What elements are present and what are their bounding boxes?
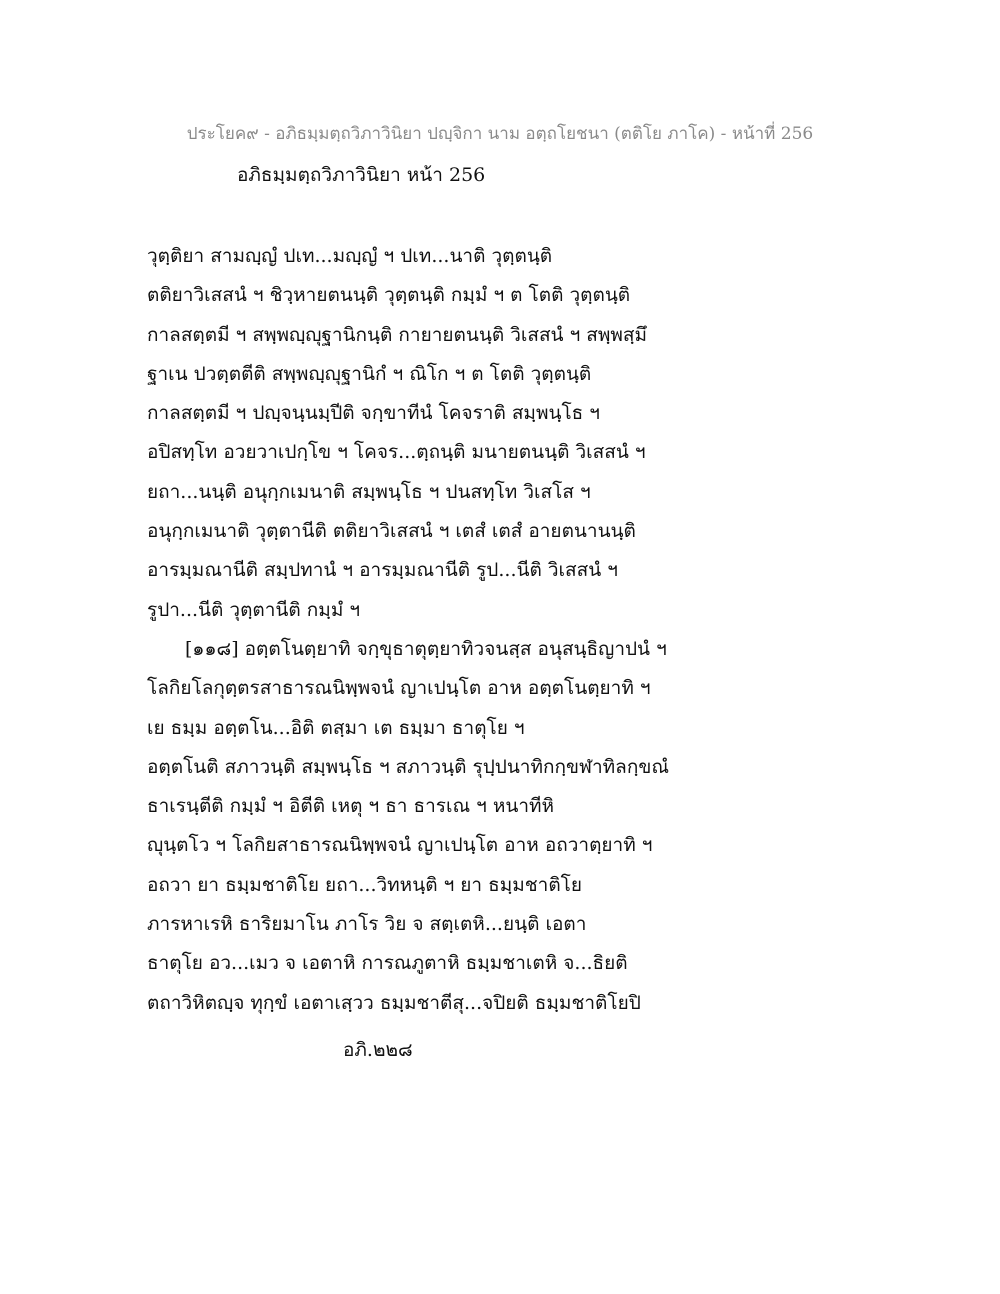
text-line: ภารหาเรหิ ธาริยมาโน ภาโร วิย จ สตฺเตหิ...ยนฺติ เอตา bbox=[147, 913, 587, 936]
text-line: กาลสตฺตมี ฯ ปญฺจนฺนมฺปีติ จกฺขาทีนํ โคจราติ สมฺพนฺโธ ฯ bbox=[147, 402, 600, 425]
running-header: ประโยค๙ - อภิธมฺมตฺถวิภาวินิยา ปญฺจิกา นาม อตฺถโยชนา (ตติโย ภาโค) - หน้าที่ 256 bbox=[186, 124, 814, 144]
body-text bbox=[147, 237, 867, 1023]
text-line: ฐาเน ปวตฺตตีติ สพฺพญฺญุฐานิกํ ฯ ณิโก ฯ ต โตติ วุตฺตนฺติ bbox=[147, 362, 592, 385]
text-line: อถวา ยา ธมฺมชาติโย ยถา...วิทหนฺติ ฯ ยา ธมฺมชาติโย bbox=[147, 873, 583, 896]
text-line: โลกิยโลกุตฺตรสาธารณนิพฺพจนํ ญาเปนฺโต อาห อตฺตโนตฺยาทิ ฯ bbox=[147, 677, 651, 700]
text-line: ธาเรนฺตีติ กมฺมํ ฯ อิตีติ เหตุ ฯ ธา ธารเณ ฯ หนาทีหิ bbox=[147, 795, 555, 818]
page-heading: อภิธมฺมตฺถวิภาวินิยา หน้า 256 bbox=[237, 164, 486, 186]
text-line: ยถา...นนฺติ อนุกฺกเมนาติ สมฺพนฺโธ ฯ ปนสทฺโท วิเสโส ฯ bbox=[147, 480, 591, 503]
text-line: กาลสตฺตมี ฯ สพฺพญฺญุฐานิกนฺติ กายายตนนฺติ วิเสสนํ ฯ สพฺพสฺมึ bbox=[147, 323, 648, 346]
text-line: อารมฺมณานีติ สมฺปทานํ ฯ อารมฺมณานีติ รูป...นีติ วิเสสนํ ฯ bbox=[147, 559, 618, 582]
text-line: เย ธมฺม อตฺตโน...อิติ ตสฺมา เต ธมฺมา ธาตุโย ฯ bbox=[147, 716, 525, 739]
text-line: ตถาวิหิตญฺจ ทุกฺขํ เอตาเสฺวว ธมฺมชาตีสุ...จปิยติ ธมฺมชาติโยปิ bbox=[147, 991, 641, 1014]
text-line: ญุนฺตโว ฯ โลกิยสาธารณนิพฺพจนํ ญาเปนฺโต อาห อถวาตฺยาทิ ฯ bbox=[147, 834, 653, 857]
text-line: อนุกฺกเมนาติ วุตฺตานีติ ตติยาวิเสสนํ ฯ เตสํ เตสํ อายตนานนฺติ bbox=[147, 520, 636, 543]
text-line: ตติยาวิเสสนํ ฯ ชิวฺหายตนนฺติ วุตฺตนฺติ กมฺมํ ฯ ต โตติ วุตฺตนฺติ bbox=[147, 284, 631, 307]
text-line: รูปา...นีติ วุตฺตานีติ กมฺมํ ฯ bbox=[147, 598, 361, 621]
text-line: อปิสทฺโท อวยวาเปกฺโข ฯ โคจร...ตฺถนฺติ มนายตนนฺติ วิเสสนํ ฯ bbox=[147, 441, 646, 464]
page-footer: อภิ.๒๒๘ bbox=[343, 1039, 413, 1061]
text-line: วุตฺติยา สามญฺญํ ปเท...มญฺญํ ฯ ปเท...นาติ วุตฺตนฺติ bbox=[147, 245, 553, 267]
text-line: ธาตุโย อว...เมว จ เอตาหิ การณภูตาหิ ธมฺมชาเตหิ จ...ธิยติ bbox=[147, 952, 628, 975]
text-line: อตฺตโนติ สภาวนฺติ สมฺพนฺโธ ฯ สภาวนฺติ รุปฺปนาทิกกฺขฬาทิลกฺขณํ bbox=[147, 755, 669, 778]
paragraph-start-line: [๑๑๘] อตฺตโนตฺยาทิ จกฺขุธาตุตฺยาทิวจนสฺส อนุสนฺธิญาปนํ ฯ bbox=[185, 637, 667, 660]
